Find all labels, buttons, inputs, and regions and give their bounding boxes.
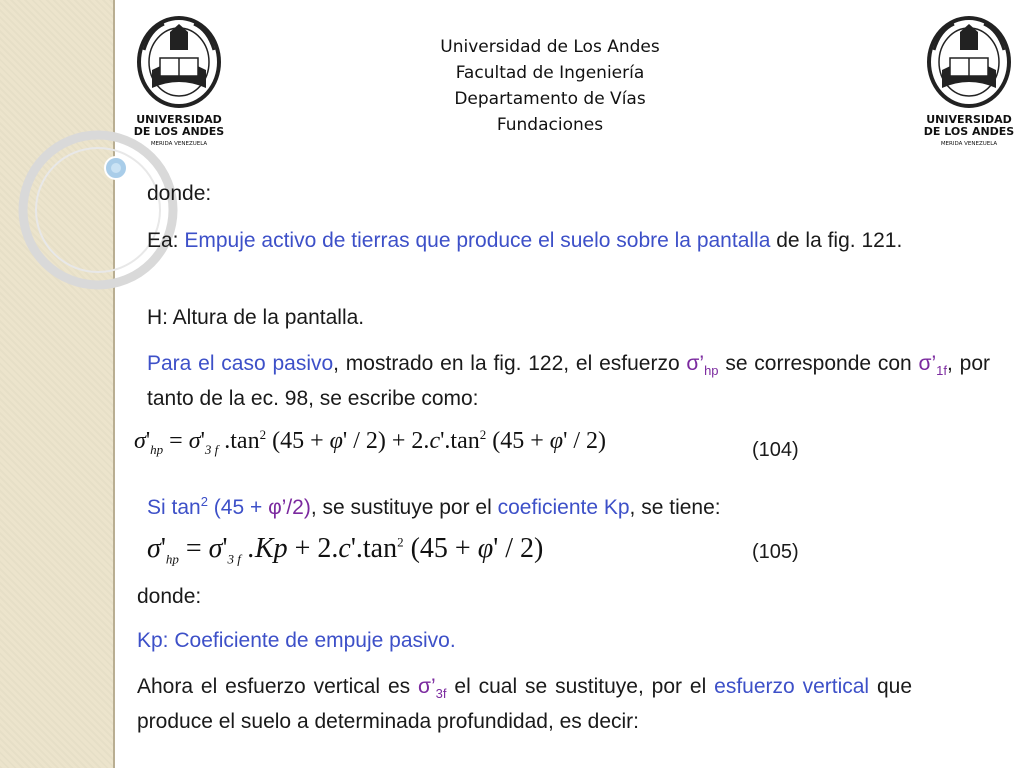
equation-105-number: (105)	[752, 541, 799, 563]
vertical-stress-paragraph	[137, 673, 912, 736]
eq-equals: =	[178, 533, 209, 564]
university-logo-left	[130, 10, 228, 150]
logo-line3: MERIDA VENEZUELA	[150, 141, 208, 147]
equation-104	[134, 427, 606, 458]
eq-phi: φ	[329, 428, 343, 454]
eq-sigma: σ	[134, 428, 146, 454]
eq-sup: 2	[259, 427, 267, 442]
paragraph-text: Ahora el esfuerzo vertical es	[137, 675, 419, 698]
header-department: Departamento de Vías	[454, 89, 646, 109]
eq-arg: ' / 2)	[493, 533, 544, 564]
equation-104-number: (104)	[752, 439, 799, 461]
eq-arg: (45 +	[266, 428, 330, 454]
eq-sub: 3 f	[227, 551, 241, 567]
sigma-subscript: 3f	[435, 686, 447, 702]
eq-c: c	[338, 533, 351, 564]
donde-label-1: donde:	[147, 182, 212, 205]
logo-line2: DE LOS ANDES	[923, 125, 1015, 138]
si-text: Si tan	[147, 496, 201, 519]
eq-arg: ' / 2)	[563, 428, 607, 454]
equation-105	[147, 533, 543, 568]
sigma-symbol: σ’	[686, 352, 705, 375]
eq-phi: φ	[549, 428, 564, 454]
ea-tail: de la fig. 121.	[770, 229, 903, 252]
eq-equals: =	[163, 428, 189, 454]
eq-sigma: σ	[188, 428, 201, 454]
logo-line2: DE LOS ANDES	[133, 125, 225, 138]
eq-arg: (45 +	[403, 533, 478, 564]
ea-description: Empuje activo de tierras que produce el suelo sobre la pantalla	[178, 229, 771, 252]
ea-label: Ea:	[147, 229, 179, 252]
paragraph-text: se corresponde con	[718, 352, 919, 375]
university-logo-right	[920, 10, 1018, 150]
si-text: , se sustituye por el	[310, 496, 498, 519]
eq-sub: hp	[150, 441, 164, 457]
eq-phi: φ	[477, 533, 494, 564]
ea-definition	[147, 227, 990, 255]
paragraph-text: el cual se sustituye, por el	[446, 675, 715, 698]
substitution-sentence	[147, 488, 990, 522]
eq-sup: 2	[397, 534, 404, 550]
paragraph-text: , por tanto de la ec. 98, se escribe como:	[147, 352, 990, 411]
eq-sub: hp	[165, 551, 179, 567]
logo-line1: UNIVERSIDAD	[136, 113, 222, 126]
sigma-symbol: σ’	[918, 352, 937, 375]
si-text: (45 +	[207, 496, 269, 519]
eq-tan: '.tan	[350, 533, 398, 564]
passive-case-paragraph	[147, 350, 990, 413]
si-text: , se tiene:	[629, 496, 721, 519]
eq-c: c	[429, 428, 441, 454]
header-course: Fundaciones	[496, 115, 604, 135]
eq-sub: 3 f	[204, 441, 219, 457]
eq-tan: '.tan	[440, 428, 480, 454]
sigma-subscript: 1f	[936, 363, 947, 379]
university-seal-icon	[920, 10, 1018, 150]
sigma-subscript: hp	[704, 363, 719, 379]
eq-arg: (45 +	[486, 428, 550, 454]
eq-tan: .tan	[218, 428, 260, 454]
paragraph-text: que produce el suelo a determinada profundidad, es decir:	[137, 675, 913, 734]
slide-header	[330, 34, 770, 138]
h-definition: H: Altura de la pantalla.	[147, 306, 365, 329]
header-faculty: Facultad de Ingeniería	[455, 63, 645, 83]
vertical-stress-text: esfuerzo vertical	[714, 675, 870, 698]
logo-line1: UNIVERSIDAD	[926, 113, 1012, 126]
logo-line3: MERIDA VENEZUELA	[940, 141, 998, 147]
eq-prime: '	[160, 533, 166, 564]
university-seal-icon	[130, 10, 228, 150]
eq-prime: '	[222, 533, 228, 564]
eq-prime: '	[145, 428, 151, 454]
kp-link-text: coeficiente Kp	[497, 496, 630, 519]
eq-prime: '	[200, 428, 205, 454]
passive-case-text: Para el caso pasivo	[147, 352, 334, 375]
eq-arg: ' / 2) + 2.	[342, 428, 430, 454]
eq-sigma: σ	[208, 533, 223, 564]
eq-mid: + 2.	[287, 533, 339, 564]
donde-label-2: donde:	[137, 585, 202, 608]
kp-definition: Kp: Coeficiente de empuje pasivo.	[137, 629, 456, 652]
si-phi: φ’/2)	[268, 496, 311, 519]
sigma-symbol: σ’	[418, 675, 436, 698]
eq-sigma: σ	[147, 533, 161, 564]
header-university: Universidad de Los Andes	[440, 37, 660, 57]
eq-kp: .Kp	[240, 533, 288, 564]
eq-sup: 2	[479, 427, 487, 442]
si-superscript: 2	[200, 494, 208, 509]
paragraph-text: , mostrado en la fig. 122, el esfuerzo	[333, 352, 687, 375]
